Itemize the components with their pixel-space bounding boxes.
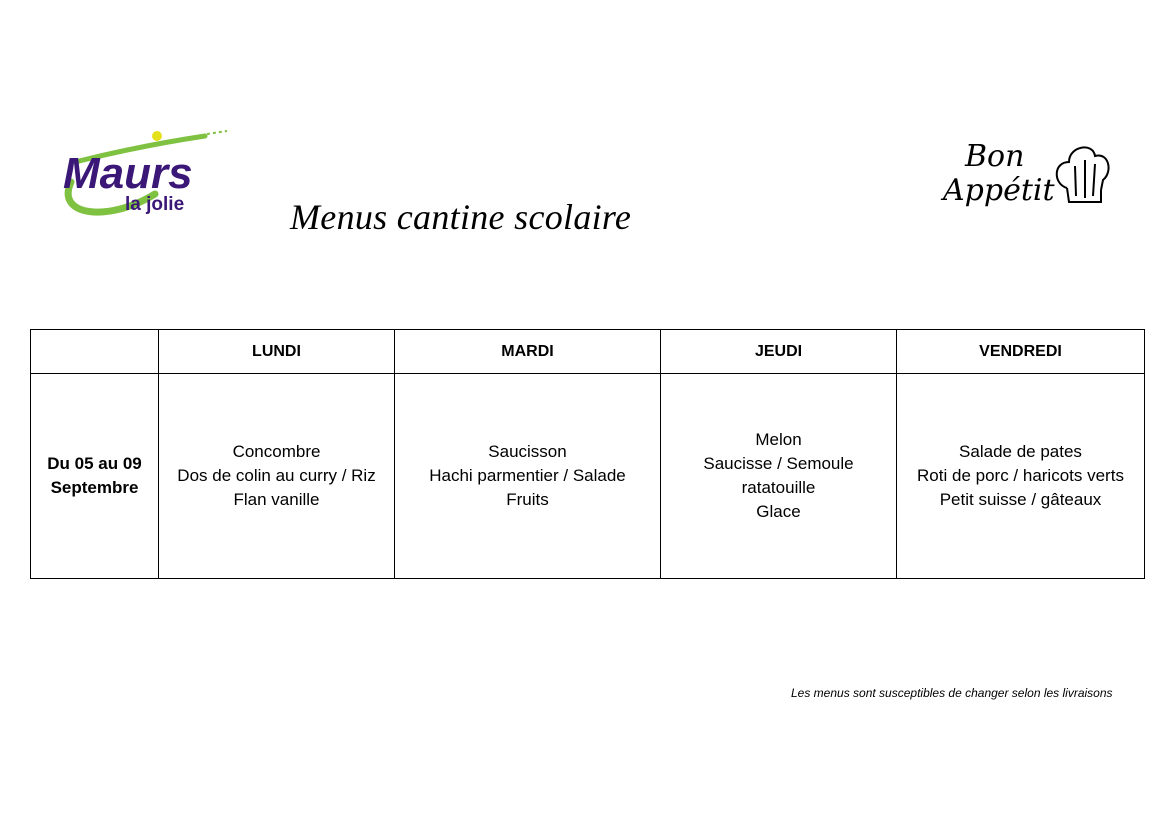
maurs-la-jolie-logo: [55, 122, 235, 227]
page-title: Menus cantine scolaire: [290, 197, 632, 237]
day-header-mardi: MARDI: [395, 330, 661, 374]
menu-item: Dos de colin au curry / Riz: [177, 466, 376, 485]
day-header-lundi: LUNDI: [159, 330, 395, 374]
logo-text-appetit: Appétit: [943, 173, 1055, 208]
week-month: Septembre: [50, 478, 139, 497]
menu-cell-mardi: [395, 374, 661, 579]
menu-item: ratatouille: [741, 478, 816, 497]
menu-item: Hachi parmentier / Salade: [429, 466, 626, 485]
corner-cell: [31, 330, 159, 374]
menu-item: Melon: [755, 430, 802, 449]
week-cell: [31, 374, 159, 579]
menu-item: Petit suisse / gâteaux: [939, 490, 1102, 509]
menu-item: Salade de pates: [959, 442, 1082, 461]
menu-item: Roti de porc / haricots verts: [917, 466, 1124, 485]
logo-text-la-jolie: la jolie: [125, 194, 185, 215]
menu-item: Glace: [756, 502, 801, 521]
menu-item: Flan vanille: [233, 490, 320, 509]
menu-cell-vendredi: [897, 374, 1145, 579]
bon-appetit-logo: [935, 128, 1115, 223]
menu-cell-jeudi: [661, 374, 897, 579]
menu-item: Concombre: [232, 442, 321, 461]
week-dates: Du 05 au 09: [47, 454, 142, 473]
menu-item: Saucisson: [488, 442, 567, 461]
menu-table: [30, 329, 1145, 579]
table-row: [31, 374, 1145, 579]
logo-text-maurs: Maurs: [63, 149, 193, 198]
logo-text-bon: Bon: [965, 139, 1025, 174]
table-header-row: [31, 330, 1145, 374]
menu-item: Saucisse / Semoule: [703, 454, 854, 473]
menu-item: Fruits: [506, 490, 549, 509]
day-header-jeudi: JEUDI: [661, 330, 897, 374]
chef-hat-icon: [1057, 147, 1109, 202]
menu-cell-lundi: [159, 374, 395, 579]
footnote: Les menus sont susceptibles de changer selon les livraisons: [791, 686, 1113, 700]
day-header-vendredi: VENDREDI: [897, 330, 1145, 374]
